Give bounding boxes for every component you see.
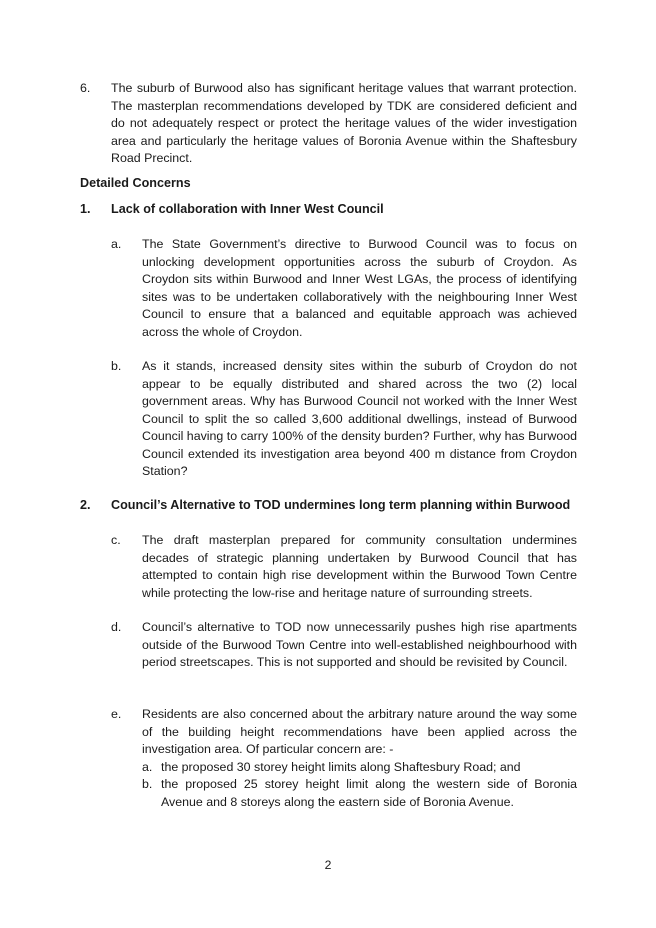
page-number: 2	[324, 858, 332, 872]
para-6-text: The suburb of Burwood also has significant heritage values that warrant protection. The masterplan recommendations developed by TDK are considered deficient and do not adequately respect or protect the heritage values of the wider investigation area and particularly the heritage values of Boronia Avenue within the Shaftesbury Road Precinct.	[111, 81, 577, 165]
section-1-item-b-text: As it stands, increased density sites within the suburb of Croydon do not appear to be equally distributed and shared across the two (2) local government areas. Why has Burwood Council not worked with the Inner West Council to split the so called 3,600 additional dwellings, instead of Burwood Council having to carry 100% of the density burden? Further, why has Burwood Council extended its investigation area beyond 400 m distance from Croydon Station?	[142, 359, 577, 478]
section-1-number: 1.	[80, 202, 91, 216]
section-1-item-b-label: b.	[111, 359, 122, 373]
section-2-item-e-label: e.	[111, 707, 122, 721]
sub-item-b-text: the proposed 25 storey height limit along the western side of Boronia Avenue and 8 storeys along the eastern side of Boronia Avenue.	[161, 777, 577, 809]
section-2-item-d-label: d.	[111, 620, 122, 634]
sub-item-a-text: the proposed 30 storey height limits along Shaftesbury Road; and	[161, 760, 521, 774]
section-1-item-a-text: The State Government’s directive to Burwood Council was to focus on unlocking development opportunities across the suburb of Croydon. As Croydon sits within Burwood and Inner West LGAs, the process of identifying sites was to be undertaken collaboratively with the neighbouring Inner West Council to ensure that a balanced and equitable approach was achieved across the whole of Croydon.	[142, 237, 577, 339]
section-1-title: Lack of collaboration with Inner West Council	[111, 202, 384, 216]
sub-item-a-label: a.	[142, 760, 153, 774]
detailed-concerns-heading: Detailed Concerns	[80, 176, 191, 190]
section-1-item-a-label: a.	[111, 237, 122, 251]
section-2-title: Council’s Alternative to TOD undermines long term planning within Burwood	[111, 498, 571, 512]
para-6-number: 6.	[80, 81, 91, 95]
sub-item-b-label: b.	[142, 777, 153, 791]
section-2-item-c-label: c.	[111, 533, 121, 547]
section-2-item-c-text: The draft masterplan prepared for community consultation undermines decades of strategic planning undertaken by Burwood Council that has attempted to contain high rise development within the Burwood Town Centre while protecting the low-rise and heritage nature of surrounding streets.	[142, 533, 577, 600]
section-2-number: 2.	[80, 498, 91, 512]
section-2-item-d-text: Council’s alternative to TOD now unnecessarily pushes high rise apartments outside of the Burwood Town Centre into well-established neighbourhood with period streetscapes. This is not supported and should be revisited by Council.	[142, 620, 577, 669]
section-2-item-e-text: Residents are also concerned about the arbitrary nature around the way some of the building height recommendations have been applied across the investigation area. Of particular concern are: -	[142, 707, 577, 756]
